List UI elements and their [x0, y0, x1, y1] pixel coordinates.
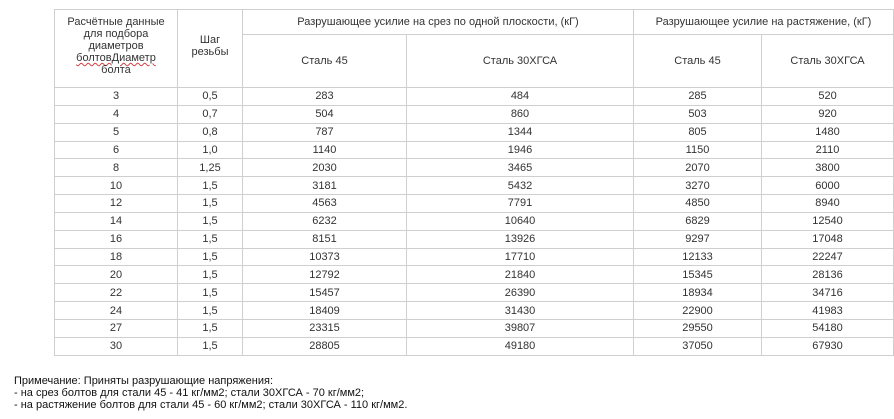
- cell-tension-steel30: 28136: [762, 266, 894, 284]
- cell-shear-steel30: 17710: [407, 248, 634, 266]
- cell-shear-steel45: 6232: [243, 212, 407, 230]
- cell-shear-steel30: 484: [407, 88, 634, 106]
- header-diameter: [55, 10, 178, 88]
- table-row: [55, 266, 894, 284]
- cell-tension-steel30: 2110: [762, 141, 894, 159]
- cell-shear-steel45: 15457: [243, 284, 407, 302]
- cell-thread-step: 1,5: [178, 337, 243, 355]
- header-diameter-word: болтов: [76, 52, 112, 64]
- bolt-strength-table: [54, 9, 894, 356]
- cell-shear-steel45: 18409: [243, 302, 407, 320]
- header-diameter-line: диаметров: [88, 40, 144, 52]
- cell-thread-step: 1,25: [178, 159, 243, 177]
- cell-shear-steel30: 1946: [407, 141, 634, 159]
- cell-shear-steel45: 2030: [243, 159, 407, 177]
- note-title: Примечание: Приняты разрушающие напряжения:: [14, 375, 273, 387]
- header-diameter-line: Расчётные данные: [67, 16, 165, 28]
- cell-shear-steel45: 12792: [243, 266, 407, 284]
- table-row: [55, 105, 894, 123]
- cell-tension-steel30: 67930: [762, 337, 894, 355]
- header-tension-steel30: Сталь 30ХГСА: [762, 35, 894, 88]
- cell-tension-steel45: 3270: [634, 177, 762, 195]
- cell-shear-steel30: 13926: [407, 230, 634, 248]
- cell-thread-step: 0,5: [178, 88, 243, 106]
- cell-diameter: 24: [55, 302, 178, 320]
- cell-shear-steel30: 26390: [407, 284, 634, 302]
- cell-tension-steel30: 22247: [762, 248, 894, 266]
- cell-tension-steel45: 15345: [634, 266, 762, 284]
- table-row: [55, 123, 894, 141]
- header-step-line: Шаг: [199, 34, 221, 46]
- cell-thread-step: 1,5: [178, 177, 243, 195]
- cell-tension-steel30: 520: [762, 88, 894, 106]
- cell-tension-steel45: 37050: [634, 337, 762, 355]
- cell-tension-steel30: 17048: [762, 230, 894, 248]
- cell-thread-step: 1,5: [178, 248, 243, 266]
- cell-diameter: 20: [55, 266, 178, 284]
- table-row: [55, 195, 894, 213]
- cell-thread-step: 1,5: [178, 284, 243, 302]
- header-shear-group: Разрушающее усилие на срез по одной плоскости, (кГ): [243, 10, 634, 35]
- table-row: [55, 88, 894, 106]
- note-block: [14, 375, 407, 411]
- cell-shear-steel45: 28805: [243, 337, 407, 355]
- cell-shear-steel30: 10640: [407, 212, 634, 230]
- table-body: [55, 88, 894, 356]
- cell-diameter: 10: [55, 177, 178, 195]
- cell-diameter: 27: [55, 319, 178, 337]
- cell-thread-step: 1,0: [178, 141, 243, 159]
- cell-shear-steel45: 10373: [243, 248, 407, 266]
- cell-diameter: 14: [55, 212, 178, 230]
- cell-diameter: 30: [55, 337, 178, 355]
- cell-thread-step: 1,5: [178, 266, 243, 284]
- cell-diameter: 18: [55, 248, 178, 266]
- cell-shear-steel30: 860: [407, 105, 634, 123]
- header-diameter-line: для подбора: [83, 28, 149, 40]
- cell-tension-steel45: 9297: [634, 230, 762, 248]
- cell-diameter: 22: [55, 284, 178, 302]
- cell-tension-steel30: 8940: [762, 195, 894, 213]
- cell-shear-steel45: 3181: [243, 177, 407, 195]
- cell-thread-step: 1,5: [178, 212, 243, 230]
- table-row: [55, 248, 894, 266]
- header-shear-steel45: Сталь 45: [243, 35, 407, 88]
- cell-tension-steel45: 503: [634, 105, 762, 123]
- cell-tension-steel45: 285: [634, 88, 762, 106]
- cell-thread-step: 1,5: [178, 230, 243, 248]
- cell-tension-steel30: 920: [762, 105, 894, 123]
- cell-thread-step: 1,5: [178, 319, 243, 337]
- table-row: [55, 159, 894, 177]
- header-step: [178, 10, 243, 88]
- cell-tension-steel45: 2070: [634, 159, 762, 177]
- cell-shear-steel30: 31430: [407, 302, 634, 320]
- cell-shear-steel30: 21840: [407, 266, 634, 284]
- cell-shear-steel45: 787: [243, 123, 407, 141]
- cell-shear-steel45: 4563: [243, 195, 407, 213]
- cell-tension-steel30: 12540: [762, 212, 894, 230]
- table-row: [55, 337, 894, 355]
- header-step-line: резьбы: [191, 46, 229, 58]
- cell-thread-step: 1,5: [178, 302, 243, 320]
- table-row: [55, 284, 894, 302]
- cell-tension-steel45: 22900: [634, 302, 762, 320]
- cell-tension-steel45: 805: [634, 123, 762, 141]
- cell-shear-steel30: 39807: [407, 319, 634, 337]
- header-diameter-line: болта: [101, 64, 131, 76]
- cell-tension-steel45: 29550: [634, 319, 762, 337]
- cell-diameter: 3: [55, 88, 178, 106]
- cell-shear-steel45: 23315: [243, 319, 407, 337]
- note-line-shear: - на срез болтов для стали 45 - 41 кг/мм2; стали 30ХГСА - 70 кг/мм2;: [14, 387, 365, 399]
- table-row: [55, 230, 894, 248]
- cell-thread-step: 0,7: [178, 105, 243, 123]
- cell-shear-steel45: 1140: [243, 141, 407, 159]
- cell-shear-steel45: 8151: [243, 230, 407, 248]
- note-line-tension: - на растяжение болтов для стали 45 - 60 кг/мм2; стали 30ХГСА - 110 кг/мм2.: [14, 399, 408, 411]
- table-row: [55, 141, 894, 159]
- cell-tension-steel30: 54180: [762, 319, 894, 337]
- table-row: [55, 177, 894, 195]
- cell-thread-step: 0,8: [178, 123, 243, 141]
- cell-tension-steel45: 6829: [634, 212, 762, 230]
- cell-tension-steel30: 3800: [762, 159, 894, 177]
- cell-tension-steel30: 6000: [762, 177, 894, 195]
- table-row: [55, 302, 894, 320]
- table-row: [55, 212, 894, 230]
- cell-shear-steel30: 5432: [407, 177, 634, 195]
- cell-tension-steel45: 12133: [634, 248, 762, 266]
- cell-diameter: 16: [55, 230, 178, 248]
- cell-tension-steel45: 18934: [634, 284, 762, 302]
- cell-shear-steel30: 1344: [407, 123, 634, 141]
- cell-diameter: 8: [55, 159, 178, 177]
- cell-shear-steel30: 49180: [407, 337, 634, 355]
- cell-diameter: 4: [55, 105, 178, 123]
- table-row: [55, 319, 894, 337]
- header-shear-steel30: Сталь 30ХГСА: [407, 35, 634, 88]
- header-diameter-word: Диаметр: [111, 52, 156, 64]
- cell-tension-steel45: 1150: [634, 141, 762, 159]
- header-tension-steel45: Сталь 45: [634, 35, 762, 88]
- cell-tension-steel30: 41983: [762, 302, 894, 320]
- cell-diameter: 12: [55, 195, 178, 213]
- cell-thread-step: 1,5: [178, 195, 243, 213]
- cell-tension-steel30: 34716: [762, 284, 894, 302]
- cell-tension-steel30: 1480: [762, 123, 894, 141]
- header-diameter-line: [55, 52, 177, 64]
- cell-tension-steel45: 4850: [634, 195, 762, 213]
- header-tension-group: Разрушающее усилие на растяжение, (кГ): [634, 10, 894, 35]
- cell-shear-steel30: 7791: [407, 195, 634, 213]
- cell-shear-steel30: 3465: [407, 159, 634, 177]
- cell-shear-steel45: 283: [243, 88, 407, 106]
- cell-diameter: 5: [55, 123, 178, 141]
- cell-diameter: 6: [55, 141, 178, 159]
- cell-shear-steel45: 504: [243, 105, 407, 123]
